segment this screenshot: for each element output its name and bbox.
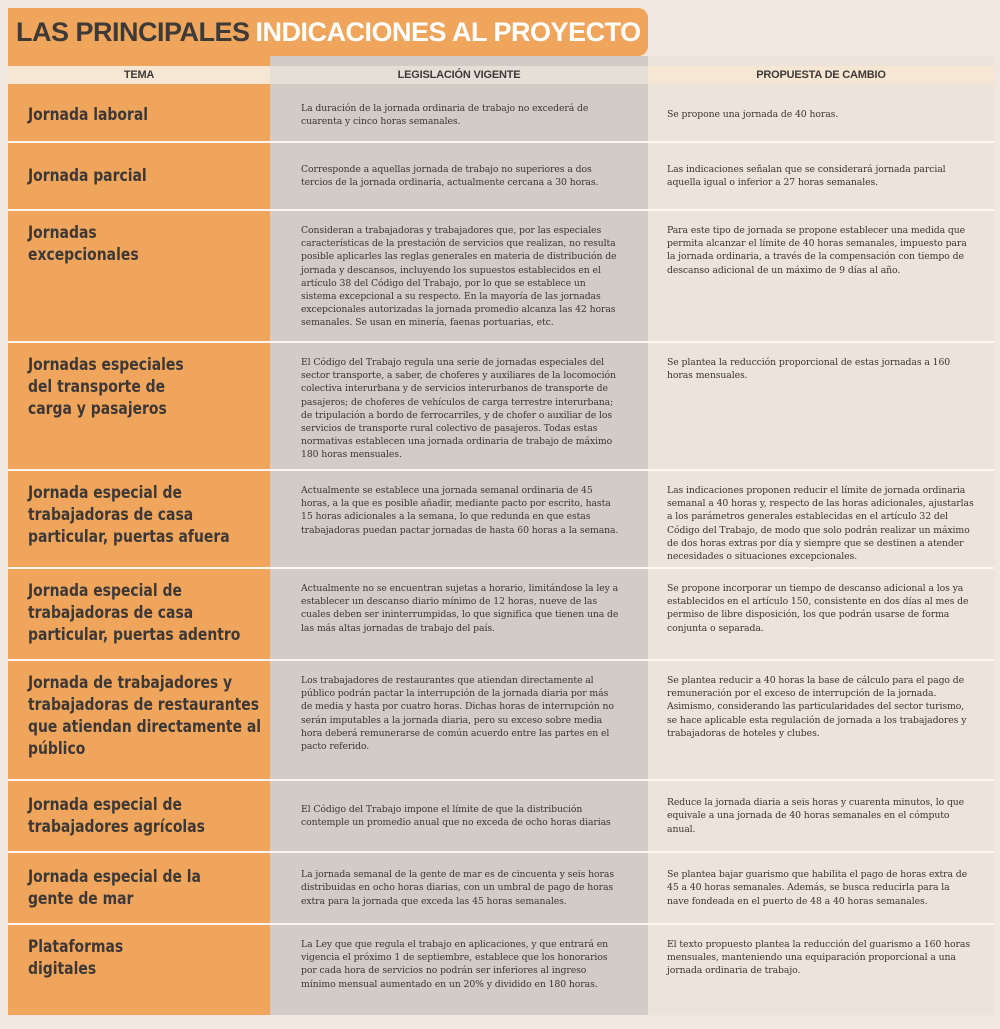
table-row [8,924,994,1014]
legislacion-text: El Código del Trabajo regula una serie de jornadas especiales del sector transporte, a saber, de choferes y auxiliares de la locomoción colectiva interurbana y de servicios interurbanos de transporte de pasajeros; de choferes de vehículos de carga terrestre interurbana; de tripulación a bordo de ferrocarriles, y de chofer o auxiliar de los servicios de transporte rural colectivo de pasajeros. Todas estas normativas establecen una jornada ordinaria de trabajo de máximo 180 horas mensuales. [301,357,616,461]
legislacion-text: El Código del Trabajo impone el límite de que la distribución contemple un promedio anual que no exceda de ocho horas diarias [301,803,611,828]
cell-tema [8,660,270,780]
table-row [8,342,994,470]
cell-legislacion [270,780,648,852]
legislacion-text: Actualmente no se encuentran sujetas a horario, limitándose la ley a establecer un descanso diario mínimo de 12 horas, nueve de las cuales deben ser ininterrumpidas, lo que significa que tienen una de las más altas jornadas de trabajo del país. [301,583,619,634]
cell-legislacion [270,210,648,342]
propuesta-text: Las indicaciones señalan que se considerará jornada parcial aquella igual o inferior a 27 horas semanales. [667,163,946,188]
row-divider [8,851,994,853]
cell-propuesta [648,852,994,924]
cell-propuesta [648,568,994,660]
propuesta-text: Para este tipo de jornada se propone establecer una medida que permita alcanzar el límite de 40 horas semanales, impuesto para la jornada ordinaria, a través de la compensación con tiempo de descanso adicional de un máximo de 9 días al año. [667,225,967,276]
table-row [8,780,994,852]
propuesta-text: Se plantea bajar guarismo que habilita el pago de horas extra de 45 a 40 horas semanales. Además, se busca reducirla para la nave fondeada en el puerto de 48 a 40 horas semanales. [667,869,968,907]
table-row [8,210,994,342]
tema-text: Jornada especial de trabajadores agrícolas [28,795,205,837]
table-row [8,470,994,568]
cell-legislacion [270,142,648,210]
row-divider [8,923,994,925]
cell-tema [8,780,270,852]
cell-propuesta [648,88,994,142]
table-row [8,568,994,660]
tema-text: Jornada de trabajadores y trabajadoras de restaurantes que atiendan directamente al público [28,673,262,759]
row-divider [8,659,994,661]
tema-text: Jornada especial de la gente de mar [28,867,201,909]
tema-text: Jornadas excepcionales [28,223,139,265]
legislacion-text: La duración de la jornada ordinaria de trabajo no excederá de cuarenta y cinco horas semanales. [301,102,589,127]
cell-propuesta [648,470,994,568]
legislacion-text: Corresponde a aquellas jornada de trabajo no superiores a dos tercios de la jornada ordinaria, actualmente cercana a 30 horas. [301,163,599,188]
cell-propuesta [648,342,994,470]
cell-propuesta [648,660,994,780]
legislacion-text: La Ley que que regula el trabajo en aplicaciones, y que entrará en vigencia el próximo 1 de septiembre, establece que los honorarios por cada hora de servicios no podrán ser inferiores al ingreso mínimo mensual aumentado en un 20% y dividido en 180 horas. [301,939,609,990]
row-divider [8,341,994,343]
propuesta-text: Se propone una jornada de 40 horas. [667,109,839,121]
row-divider [8,209,994,211]
propuesta-text: Se propone incorporar un tiempo de descanso adicional a los ya establecidos en el artículo 150, consistente en dos días al mes de permiso de libre disposición, los que podrán usarse de forma conjunta o separada. [667,583,969,634]
cell-propuesta [648,210,994,342]
tema-text: Plataformas digitales [28,937,124,979]
cell-propuesta [648,924,994,1014]
tema-text: Jornada parcial [28,166,147,186]
cell-propuesta [648,142,994,210]
cell-legislacion [270,88,648,142]
table-row [8,660,994,780]
tema-text: Jornada especial de trabajadoras de casa particular, puertas adentro [28,581,241,645]
propuesta-text: El texto propuesto plantea la reducción del guarismo a 160 horas mensuales, manteniendo una equiparación proporcional a una jornada ordinaria de trabajo. [667,939,971,977]
title-part-2: INDICACIONES AL PROYECTO [255,16,641,47]
legislacion-text: La jornada semanal de la gente de mar es de cincuenta y seis horas distribuidas en ocho horas diarias, con un umbral de pago de horas extra para la jornada que exceda las 45 horas semanales. [301,869,614,907]
cell-legislacion [270,470,648,568]
propuesta-text: Las indicaciones proponen reducir el límite de jornada ordinaria semanal a 40 horas y, respecto de las horas adicionales, ajustarlas a los parámetros generales establecidas en el artículo 32 del Código del Trabajo, de modo que solo podrán realizar un máximo de dos horas extras por día y siempre que se destinen a atender necesidades o situaciones excepcionales. [667,485,974,563]
cell-tema [8,568,270,660]
tema-text: Jornada especial de trabajadoras de casa particular, puertas afuera [28,483,230,547]
row-divider [8,469,994,471]
propuesta-text: Reduce la jornada diaria a seis horas y cuarenta minutos, lo que equivale a una jornada de 40 horas semanales en el cómputo anual. [667,797,965,835]
legislacion-text: Actualmente se establece una jornada semanal ordinaria de 45 horas, a la que es posible añadir, mediante pacto por escrito, hasta 15 horas adicionales a la semana, lo que redunda en que estas trabajadoras puedan pactar jornadas de hasta 60 horas a la semana. [301,485,619,536]
tema-text: Jornada laboral [28,105,149,125]
legislacion-text: Los trabajadores de restaurantes que atiendan directamente al público podrán pactar la interrupción de la jornada diaria por más de media y hasta por cuatro horas. Dichas horas de interrupción no serán imputables a la jornada diaria, pero su exceso sobre media hora deberá remunerarse de común acuerdo entre las partes en el pacto referido. [301,675,614,753]
cell-propuesta [648,780,994,852]
cell-legislacion [270,342,648,470]
cell-legislacion [270,852,648,924]
table-row [8,88,994,142]
header-propuesta: PROPUESTA DE CAMBIO [648,66,994,84]
tema-text: Jornadas especiales del transporte de carga y pasajeros [28,355,184,419]
header-legislacion: LEGISLACIÓN VIGENTE [270,66,648,84]
cell-tema [8,342,270,470]
cell-tema [8,142,270,210]
cell-tema [8,210,270,342]
table-row [8,852,994,924]
cell-tema [8,852,270,924]
title-bar [8,8,648,56]
legislacion-text: Consideran a trabajadoras y trabajadores que, por las especiales características de la prestación de servicios que realizan, no resulta posible aplicarles las reglas generales en materia de distribución de jornada y descansos, incluyendo los supuestos establecidos en el artículo 38 del Código del Trabajo, por lo que se establece un sistema excepcional a su respecto. En la mayoría de las jornadas excepcionales autorizadas la jornada promedio alcanza las 42 horas semanales. Se usan en minería, faenas portuarias, etc. [301,225,617,329]
cell-legislacion [270,568,648,660]
cell-tema [8,924,270,1014]
table-row [8,142,994,210]
row-divider [8,779,994,781]
propuesta-text: Se plantea la reducción proporcional de estas jornadas a 160 horas mensuales. [667,357,951,382]
propuesta-text: Se plantea reducir a 40 horas la base de cálculo para el pago de remuneración por el exceso de interrupción de la jornada. Asimismo, considerando las particularidades del sector turismo, se hace aplicable esta regulación de jornada a los trabajadores y trabajadoras de hoteles y clubes. [667,675,967,739]
cell-tema [8,88,270,142]
header-tema: TEMA [8,66,270,84]
title-part-1: LAS PRINCIPALES [16,16,250,47]
cell-legislacion [270,924,648,1014]
row-divider [8,567,994,569]
row-divider [8,141,994,143]
cell-legislacion [270,660,648,780]
cell-tema [8,470,270,568]
